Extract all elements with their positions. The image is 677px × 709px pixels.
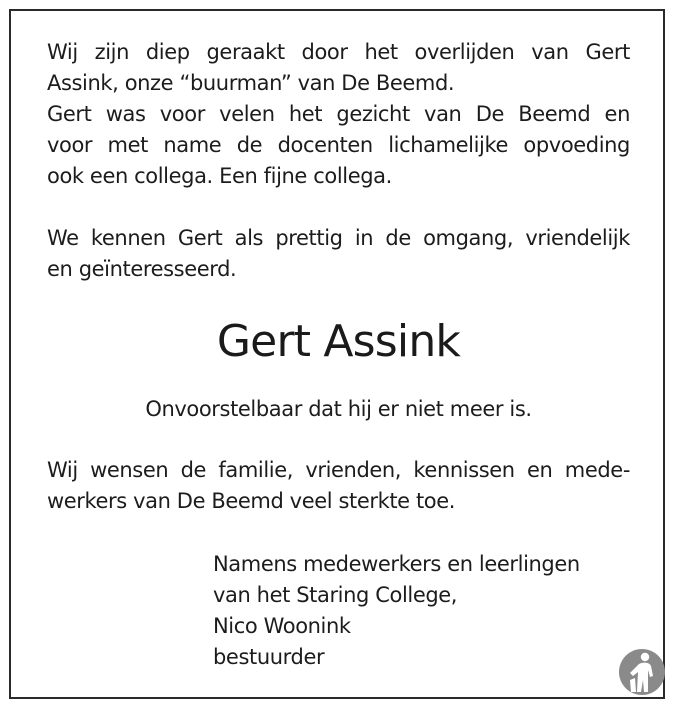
- signature-line: bestuurder: [213, 645, 325, 669]
- tagline: Onvoorstelbaar dat hij er niet meer is.: [145, 397, 532, 421]
- intro-paragraph: [47, 37, 630, 192]
- signature-block: [213, 549, 580, 673]
- wish-line: Wij wensen de familie, vrienden, kennissen en mede-: [47, 458, 630, 482]
- intro-line: Gert was voor velen het gezicht van De Beemd en: [47, 102, 630, 126]
- wish-paragraph: [47, 455, 630, 517]
- signature-line: Namens medewerkers en leerlingen: [213, 552, 580, 576]
- intro-section: [47, 37, 630, 285]
- signature-line: van het Staring College,: [213, 583, 458, 607]
- intro-line: Wij zijn diep geraakt door het overlijden van Gert: [47, 40, 630, 64]
- character-line: We kennen Gert als prettig in de omgang, vriendelijk: [47, 226, 630, 250]
- wish-line: werkers van De Beemd veel sterkte toe.: [47, 489, 456, 513]
- intro-line: Assink, onze “buurman” van De Beemd.: [47, 71, 455, 95]
- signature-line: Nico Woonink: [213, 614, 351, 638]
- character-line: en geïnteresseerd.: [47, 257, 237, 281]
- character-paragraph: [47, 223, 630, 285]
- intro-line: voor met name de docenten lichamelijke opvoeding: [47, 133, 630, 157]
- deceased-name: Gert Assink: [216, 316, 461, 367]
- intro-line: ook een collega. Een fijne collega.: [47, 164, 392, 188]
- memorial-figure-icon: [618, 648, 666, 696]
